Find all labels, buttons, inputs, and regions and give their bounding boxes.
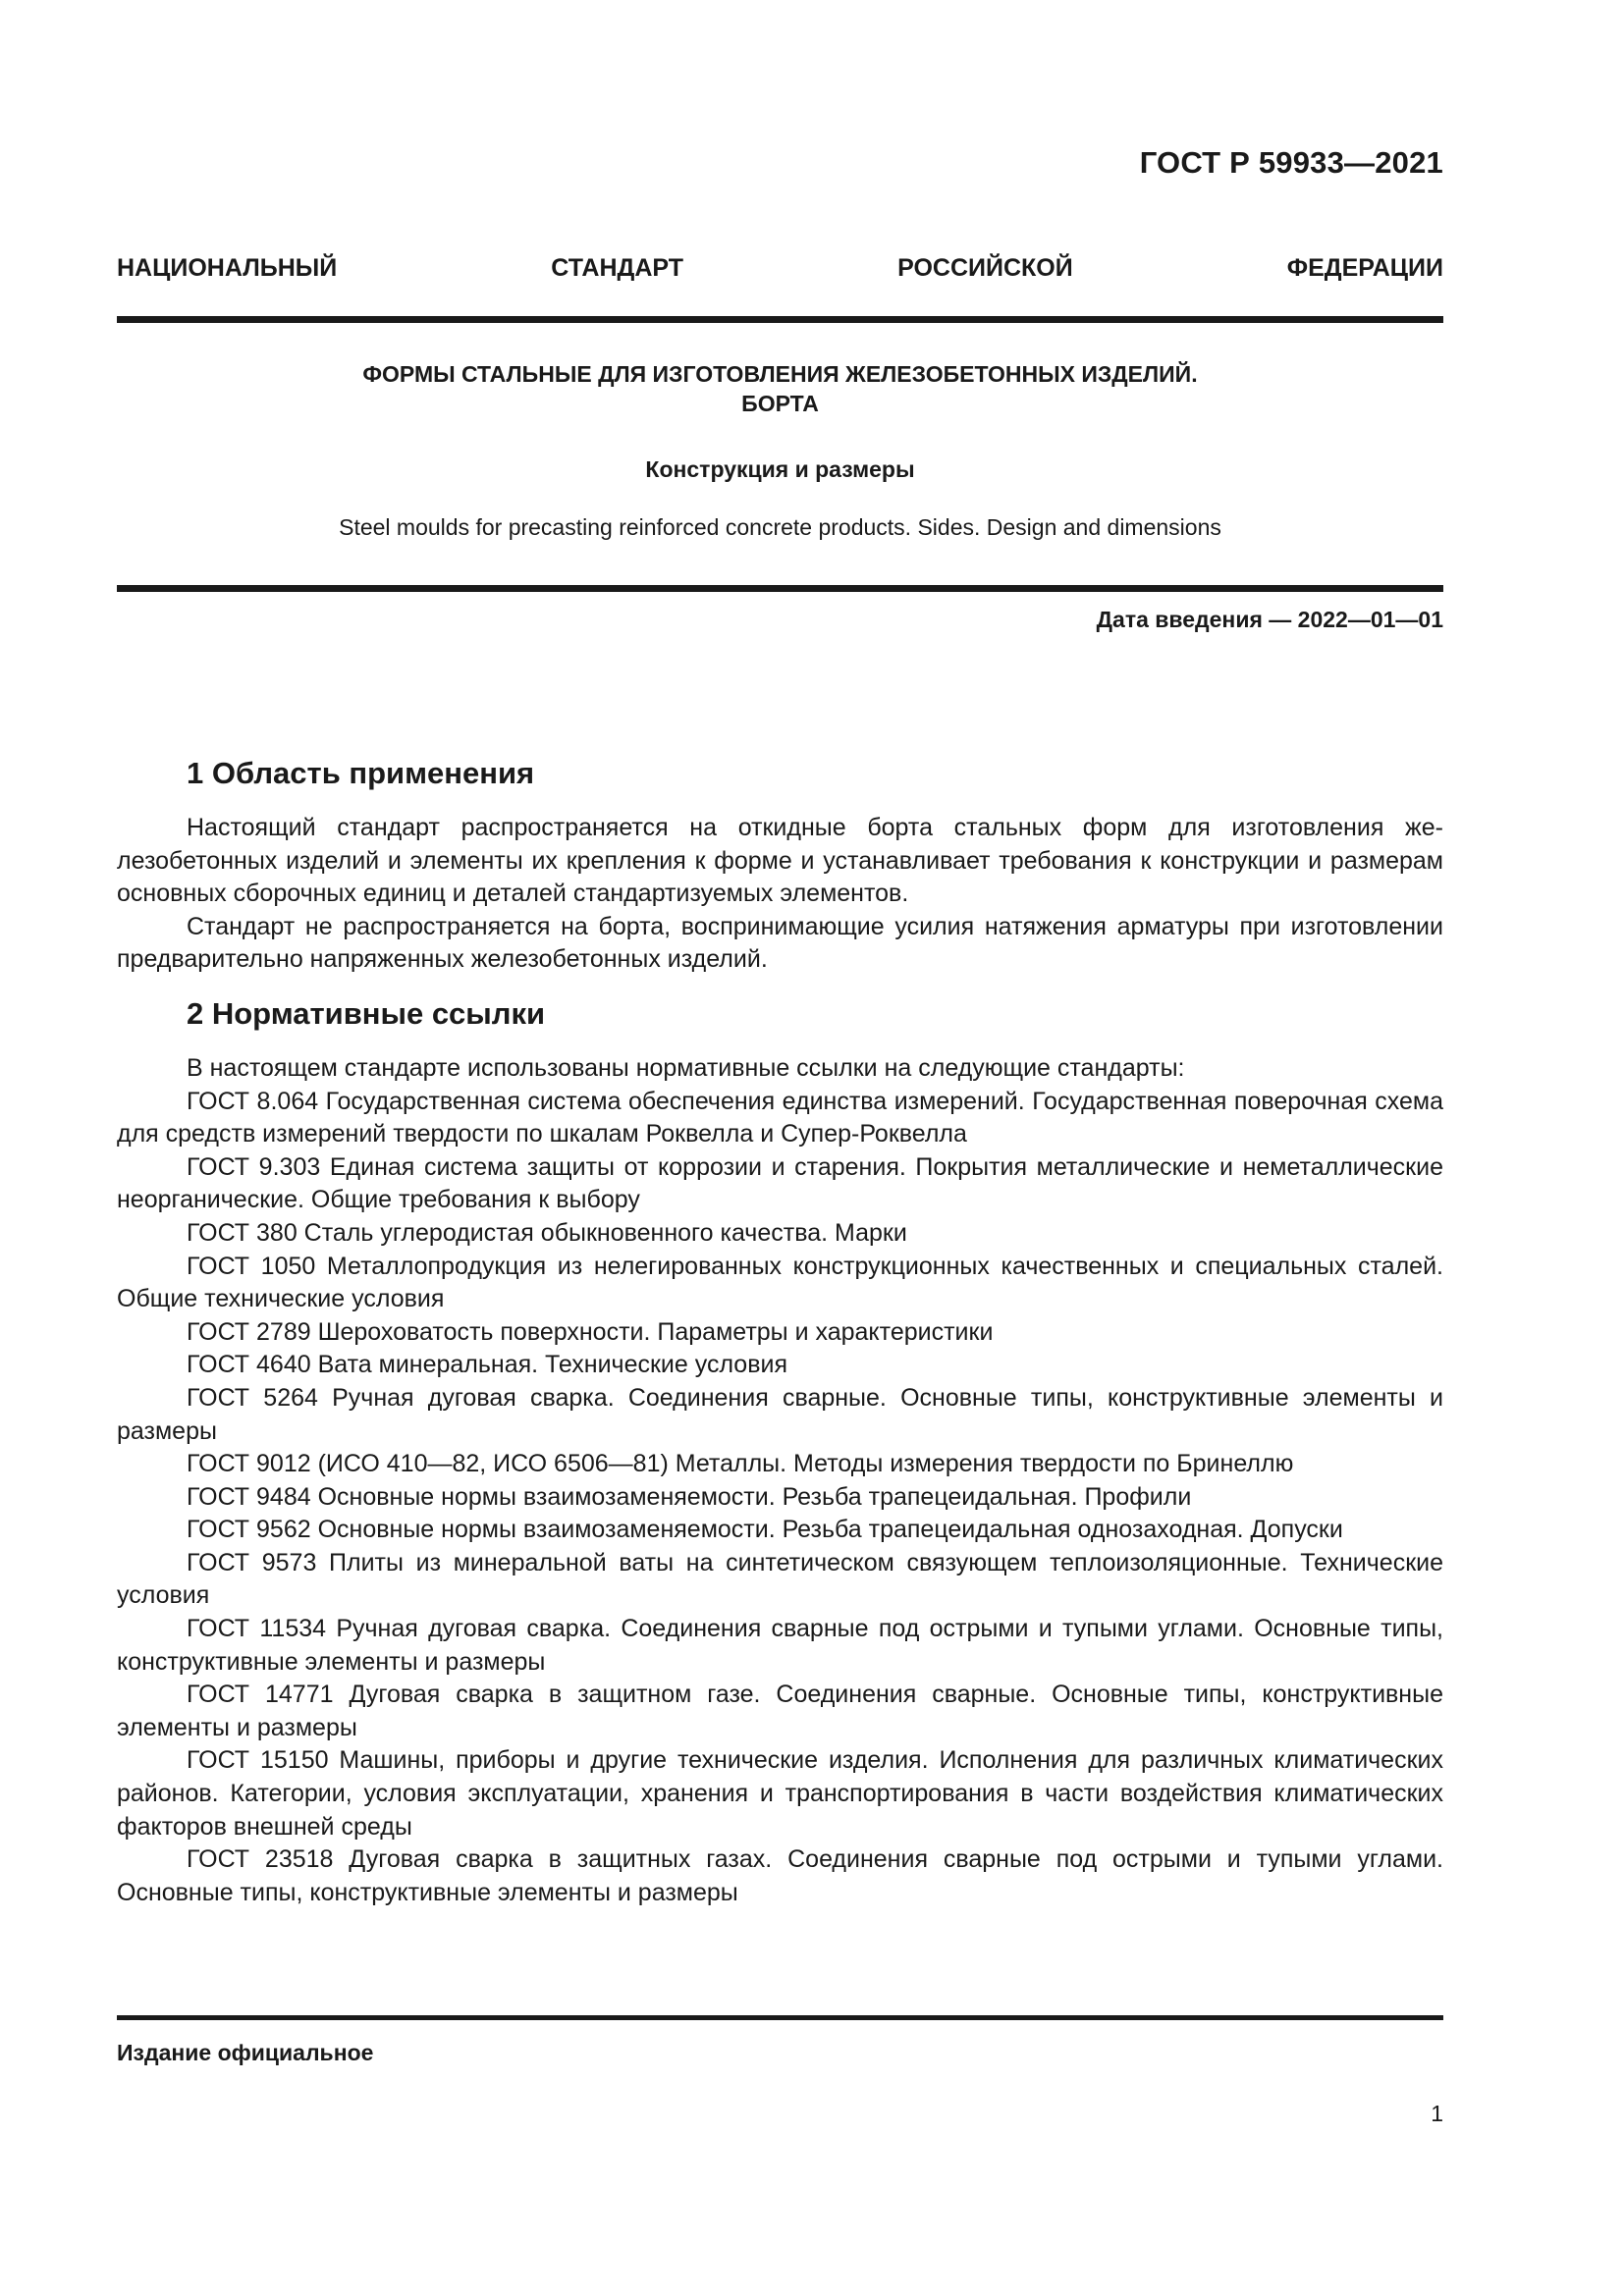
body-content (117, 754, 1443, 1909)
reference-item: ГОСТ 9012 (ИСО 410—82, ИСО 6506—81) Металлы. Методы измерения твердости по Бринеллю (187, 1450, 1294, 1478)
reference-item: ГОСТ 380 Сталь углеродистая обыкновенного качества. Марки (187, 1218, 907, 1247)
title-english: Steel moulds for precasting reinforced concrete products. Sides. Design and dimensions (339, 514, 1221, 540)
section-2-heading: 2 Нормативные ссылки (187, 995, 546, 1031)
introduction-date: Дата введения — 2022—01—01 (1096, 607, 1443, 632)
section-1-paragraph: Настоящий стандарт распространяется на откидные борта стальных форм для изготовления железобетонных изделий и элементы их крепления к форме и устанавливает требования к конструкции и размерам основных сборочных единиц и деталей стандартизуемых элементов. (117, 814, 1443, 908)
section-2-intro: В настоящем стандарте использованы нормативные ссылки на следующие стандарты: (187, 1053, 1185, 1082)
title-block (117, 359, 1443, 542)
reference-item: ГОСТ 9.303 Единая система защиты от коррозии и старения. Покрытия металлические и неметаллические неорганические. Общие требования к выбору (117, 1152, 1443, 1214)
reference-item: ГОСТ 1050 Металлопродукция из нелегированных конструкционных качественных и специальных сталей. Общие технические условия (117, 1252, 1443, 1313)
page-number: 1 (1431, 2101, 1443, 2126)
reference-item: ГОСТ 14771 Дуговая сварка в защитном газе. Соединения сварные. Основные типы, конструктивные элементы и размеры (117, 1681, 1443, 1741)
footer-divider (117, 2015, 1443, 2020)
top-divider (117, 316, 1443, 323)
title-subtitle: Конструкция и размеры (645, 456, 915, 482)
reference-item: ГОСТ 9562 Основные нормы взаимозаменяемости. Резьба трапецеидальная однозаходная. Допуски (187, 1516, 1343, 1544)
reference-item: ГОСТ 9484 Основные нормы взаимозаменяемости. Резьба трапецеидальная. Профили (187, 1482, 1192, 1511)
reference-item: ГОСТ 9573 Плиты из минеральной ваты на синтетическом связующем теплоизоляционные. Технические условия (117, 1548, 1443, 1610)
title-line-1: ФОРМЫ СТАЛЬНЫЕ ДЛЯ ИЗГОТОВЛЕНИЯ ЖЕЛЕЗОБЕТОННЫХ ИЗДЕЛИЙ. (362, 361, 1198, 387)
document-page (117, 0, 1443, 2296)
title-divider (117, 585, 1443, 592)
document-number: ГОСТ Р 59933—2021 (1139, 145, 1443, 180)
reference-item: ГОСТ 5264 Ручная дуговая сварка. Соединения сварные. Основные типы, конструктивные элементы и размеры (117, 1383, 1443, 1445)
reference-item: ГОСТ 15150 Машины, приборы и другие технические изделия. Исполнения для различных климатических районов. Категории, условия эксплуатации, хранения и транспортирования в части воздействия климатических факторов внешней среды (117, 1746, 1443, 1841)
reference-item: ГОСТ 2789 Шероховатость поверхности. Параметры и характеристики (187, 1317, 994, 1346)
official-edition-label: Издание официальное (117, 2040, 374, 2065)
reference-item: ГОСТ 11534 Ручная дуговая сварка. Соединения сварные под острыми и тупыми углами. Основные типы, конструктивные элементы и размеры (117, 1615, 1443, 1676)
national-standard-banner: НАЦИОНАЛЬНЫЙ СТАНДАРТ РОССИЙСКОЙ ФЕДЕРАЦИИ (117, 254, 1443, 282)
reference-item: ГОСТ 23518 Дуговая сварка в защитных газах. Соединения сварные под острыми и тупыми углами. Основные типы, конструктивные элементы и размеры (117, 1845, 1443, 1906)
title-main (117, 359, 1443, 418)
reference-item: ГОСТ 4640 Вата минеральная. Технические условия (187, 1351, 787, 1379)
section-1-heading: 1 Область применения (187, 756, 535, 790)
section-1-paragraph: Стандарт не распространяется на борта, воспринимающие усилия натяжения арматуры при изготовлении предварительно напряженных железобетонных изделий. (117, 912, 1443, 974)
reference-item: ГОСТ 8.064 Государственная система обеспечения единства измерений. Государственная поверочная схема для средств измерений твердости по шкалам Роквелла и Супер-Роквелла (117, 1087, 1443, 1148)
title-line-2: БОРТА (741, 391, 819, 416)
